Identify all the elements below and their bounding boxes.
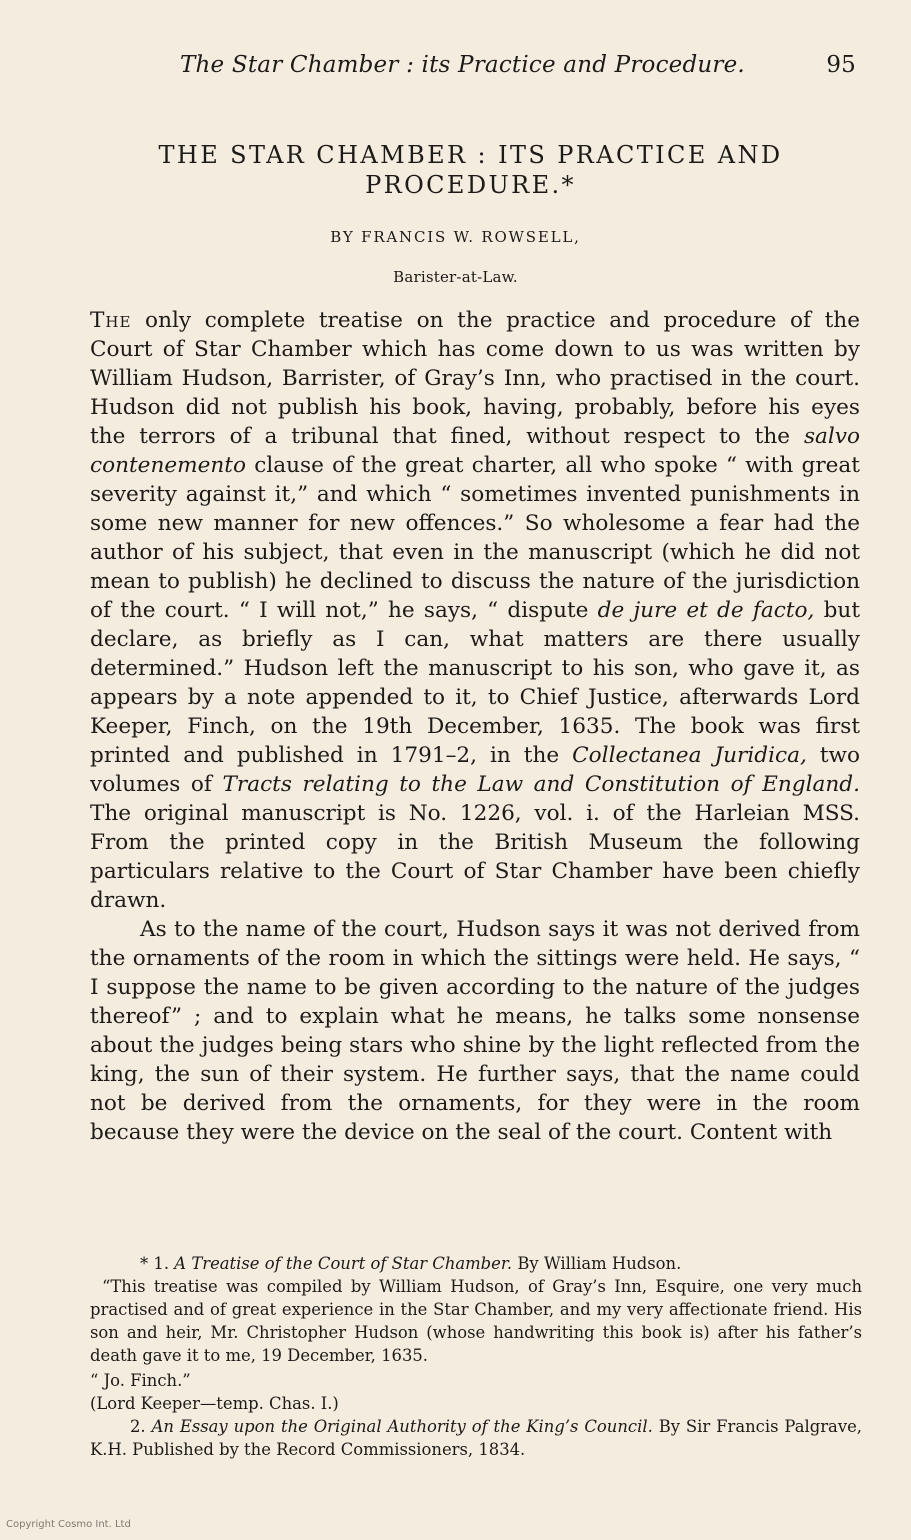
footnote-1-signature: “ Jo. Finch.” xyxy=(90,1371,191,1390)
footnote-1-quote: “This treatise was compiled by William Hudson, of Gray’s Inn, Esquire, one very much practised and of great experience in the Star Chamber, and my very affectionate friend. His son and heir, Mr. Christopher Hudson (whose handwriting this book is) after his father’s death gave it to me, 19 December, 1635. xyxy=(90,1277,862,1365)
footnote-1-signature-note: (Lord Keeper—temp. Chas. I.) xyxy=(90,1394,339,1413)
article-title: THE STAR CHAMBER : ITS PRACTICE AND PROCEDURE.* xyxy=(158,141,783,199)
copyright-watermark: Copyright Cosmo Int. Ltd xyxy=(6,1519,131,1530)
article-byline: BY FRANCIS W. ROWSELL, xyxy=(330,228,581,246)
running-title: The Star Chamber : its Practice and Procedure. xyxy=(180,52,745,78)
author-degree: Barister-at-Law. xyxy=(393,268,518,286)
page-number: 95 xyxy=(826,52,856,78)
paragraph-2: As to the name of the court, Hudson says it was not derived from the ornaments of the room in which the sittings were held. He says, “ I suppose the name to be given according to the nature of the judges thereof” ; and to explain what he means, he talks some nonsense about the judges being stars who shine by the light reflected from the king, the sun of their system. He further says, that the name could not be derived from the ornaments, for they were in the room because they were the device on the seal of the court. Content with xyxy=(90,917,860,1145)
footnote-1: * 1. A Treatise of the Court of Star Chamber. By William Hudson. xyxy=(140,1254,682,1273)
footnotes xyxy=(90,1252,862,1461)
lead-word: The xyxy=(90,308,132,333)
paragraph-1: The only complete treatise on the practice and procedure of the Court of Star Chamber which has come down to us was written by William Hudson, Barrister, of Gray’s Inn, who practised in the court. Hudson did not publish his book, having, probably, before his eyes the terrors of a tribunal that fined, without respect to the salvo contenemento clause of the great charter, all who spoke “ with great severity against it,” and which “ sometimes invented punishments in some new manner for new offences.” So wholesome a fear had the author of his subject, that even in the manuscript (which he did not mean to publish) he declined to discuss the nature of the jurisdiction of the court. “ I will not,” he says, “ dispute de jure et de facto, but declare, as briefly as I can, what matters are there usually determined.” Hudson left the manuscript to his son, who gave it, as appears by a note appended to it, to Chief Justice, afterwards Lord Keeper, Finch, on the 19th December, 1635. The book was first printed and published in 1791–2, in the Collectanea Juridica, two volumes of Tracts relating to the Law and Constitution of England. The original manuscript is No. 1226, vol. i. of the Harleian MSS. From the printed copy in the British Museum the following particulars relative to the Court of Star Chamber have been chiefly drawn. xyxy=(90,308,860,913)
running-head xyxy=(180,52,856,78)
article-body xyxy=(90,306,860,1147)
footnote-2: 2. An Essay upon the Original Authority of the King’s Council. By Sir Francis Palgrave, K.H. Published by the Record Commissioners, 1834. xyxy=(90,1417,862,1459)
